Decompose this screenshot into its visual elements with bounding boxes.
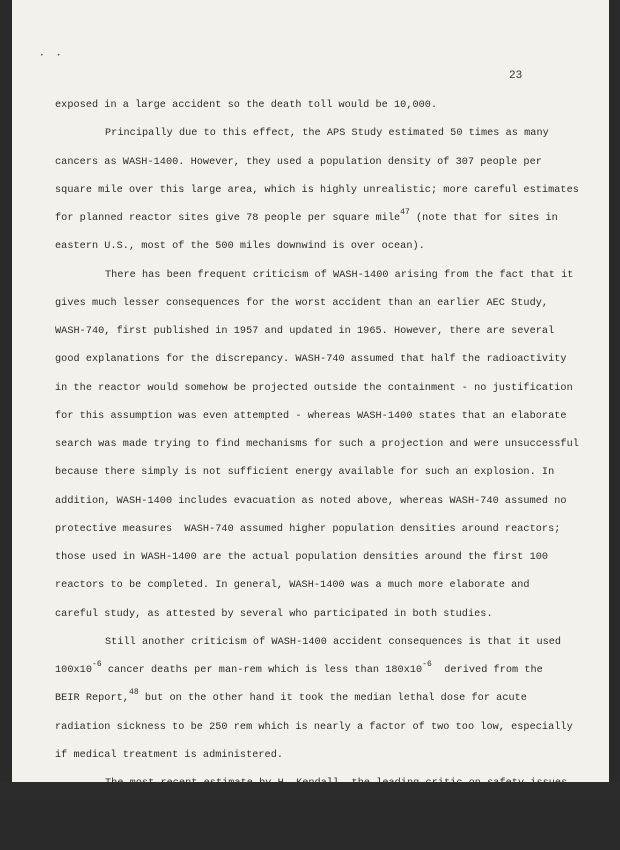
text-line: because there simply is not sufficient energy available for such an explosion. In [55, 467, 555, 479]
text-line: search was made trying to find mechanisms for such a projection and were unsuccessful [55, 439, 579, 450]
text-line: for this assumption was even attempted - whereas WASH-1400 states that an elaborate [55, 410, 567, 422]
footnote-ref: 47 [400, 208, 410, 217]
body-text [55, 96, 592, 850]
text-run: but on the other hand it took the median lethal dose for acute [138, 693, 527, 705]
text-line: reactors to be completed. In general, WASH-1400 was a much more elaborate and [55, 580, 530, 592]
text-run: (note that for sites in [409, 213, 558, 224]
text-run: The first two of these combined [379, 834, 583, 846]
footnote-ref: 49 [369, 829, 380, 839]
text-line: There has been frequent criticism of WASH-1400 arising from the fact that it [105, 269, 574, 281]
text-line: addition, WASH-1400 includes evacuation as noted above, whereas WASH-740 assumed no [55, 495, 567, 507]
text-line: Principally due to this effect, the APS Study estimated 50 times as many [105, 128, 549, 140]
text-line: radiation sickness to be 250 rem which is nearly a factor of two too low, especially [55, 721, 573, 733]
text-line: in the reactor would somehow be projected outside the containment - no justification [55, 382, 573, 394]
text-run: BEIR Report, [55, 693, 129, 705]
text-run: derived from the [431, 665, 543, 676]
text-line: good explanations for the discrepancy. WASH-740 assumed that half the radioactivity [55, 354, 567, 366]
text-line: protective measures WASH-740 assumed higher population densities around reactors; [55, 523, 561, 535]
text-run: 100x10 [55, 665, 92, 676]
text-line: exposed in a large accident so the death toll would be 10,000. [55, 100, 438, 111]
document-page [12, 0, 609, 846]
text-line: Still another criticism of WASH-1400 accident consequences is that it used [105, 636, 562, 648]
text-line [55, 829, 583, 850]
text-line: square mile over this large area, which is highly unrealistic; more careful estimates [55, 184, 579, 196]
text-line [55, 661, 575, 680]
page-number: 23 [509, 70, 523, 82]
text-line: eastern U.S., most of the 500 miles downwind is over ocean). [55, 241, 425, 253]
exponent: -6 [91, 660, 102, 669]
text-line: careful study, as attested by several who participated in both studies. [55, 608, 493, 620]
text-line: is that the WASH-1400 consequences for acute deaths, cancer, and genetic defects should [55, 806, 592, 818]
text-line: WASH-740, first published in 1957 and updated in 1965. However, there are several [55, 326, 555, 337]
scan-specks: • • [40, 52, 61, 59]
exponent: -6 [422, 660, 432, 669]
text-line [55, 689, 575, 708]
text-line: if medical treatment is administered. [55, 749, 284, 761]
footnote-ref: 48 [128, 688, 139, 698]
text-run: be multiplied by about 12, 50, and 25 respectively. [55, 834, 370, 846]
text-run: for planned reactor sites give 78 people per square mile [55, 213, 401, 224]
text-line: cancers as WASH-1400. However, they used a population density of 307 people per [55, 156, 542, 168]
text-run: cancer deaths per man-rem which is less than 180x10 [101, 665, 423, 676]
text-line: gives much lesser consequences for the worst accident than an earlier AEC Study, [55, 297, 549, 309]
text-line [55, 209, 575, 228]
scanner-background [0, 782, 620, 800]
text-line: those used in WASH-1400 are the actual population densities around the first 100 [55, 552, 549, 563]
